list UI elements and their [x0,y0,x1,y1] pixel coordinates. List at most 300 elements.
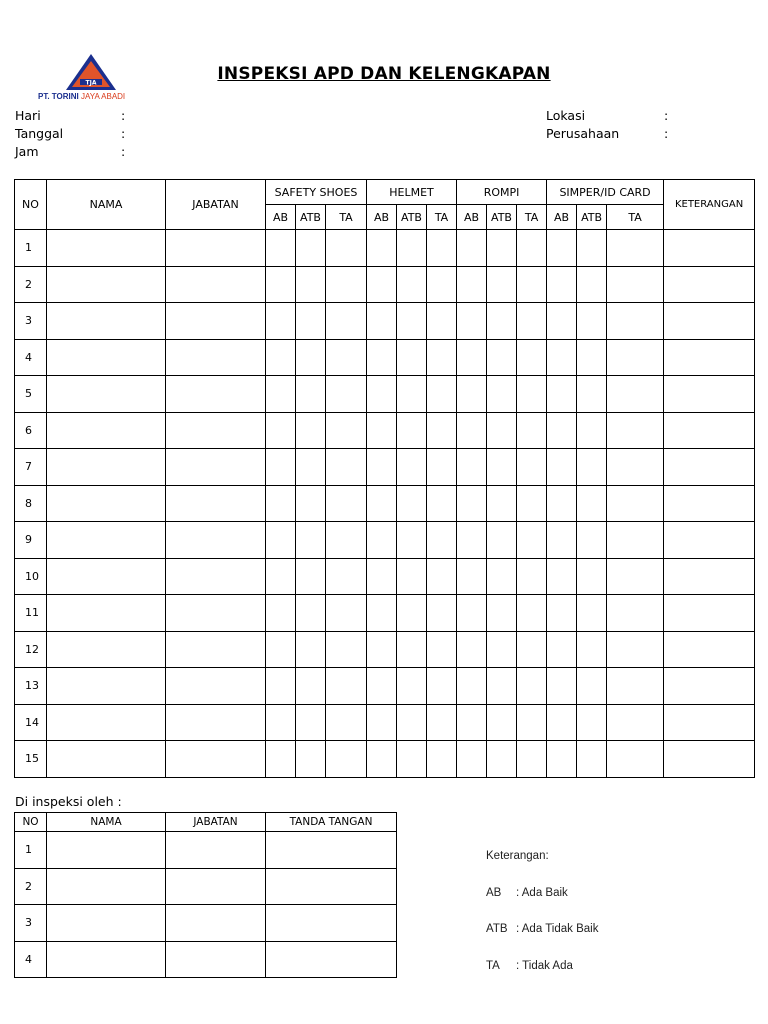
meta-row-tanggal [15,125,125,143]
table-cell[interactable] [547,704,577,741]
legend-text: : Tidak Ada [516,959,573,972]
table-cell[interactable] [664,704,755,741]
table-cell[interactable] [457,339,487,376]
signoff-cell[interactable] [266,905,397,942]
table-cell[interactable] [296,485,326,522]
header-nama: NAMA [47,180,166,230]
table-cell[interactable] [457,376,487,413]
table-cell[interactable] [367,230,397,267]
table-cell[interactable] [367,303,397,340]
table-cell[interactable] [266,631,296,668]
table-cell[interactable] [47,230,166,267]
table-cell[interactable] [367,376,397,413]
table-cell[interactable] [664,449,755,486]
table-cell[interactable] [457,741,487,778]
row-number: 1 [15,832,47,869]
table-cell[interactable] [547,230,577,267]
table-cell[interactable] [517,412,547,449]
signoff-cell[interactable] [166,868,266,905]
table-cell[interactable] [266,522,296,559]
table-cell[interactable] [166,485,266,522]
table-cell[interactable] [166,558,266,595]
table-cell[interactable] [457,230,487,267]
signoff-table [14,812,397,978]
table-cell[interactable] [487,449,517,486]
table-cell[interactable] [326,522,367,559]
table-cell[interactable] [664,668,755,705]
table-cell[interactable] [367,704,397,741]
table-cell[interactable] [517,668,547,705]
table-cell[interactable] [166,704,266,741]
table-cell[interactable] [166,522,266,559]
table-row [15,449,755,486]
company-name [38,92,125,101]
table-cell[interactable] [397,266,427,303]
table-cell[interactable] [577,522,607,559]
table-cell[interactable] [457,303,487,340]
table-cell[interactable] [517,376,547,413]
table-cell[interactable] [326,376,367,413]
meta-left [15,107,125,161]
table-row [15,558,755,595]
table-cell[interactable] [296,230,326,267]
table-cell[interactable] [397,522,427,559]
table-cell[interactable] [266,741,296,778]
table-cell[interactable] [607,668,664,705]
signoff-cell[interactable] [266,832,397,869]
table-row [15,668,755,705]
table-cell[interactable] [326,266,367,303]
table-cell[interactable] [607,704,664,741]
table-cell[interactable] [664,631,755,668]
table-cell[interactable] [547,266,577,303]
table-cell[interactable] [664,303,755,340]
table-row [15,631,755,668]
table-cell[interactable] [47,704,166,741]
table-cell[interactable] [397,412,427,449]
table-cell[interactable] [457,449,487,486]
table-cell[interactable] [517,303,547,340]
signoff-header-jabatan: JABATAN [166,813,266,832]
table-cell[interactable] [664,595,755,632]
subheader-ta: TA [607,205,664,230]
table-cell[interactable] [664,485,755,522]
header-group: SAFETY SHOES [266,180,367,205]
row-number: 4 [15,941,47,978]
signoff-cell[interactable] [166,905,266,942]
table-cell[interactable] [664,230,755,267]
table-cell[interactable] [607,449,664,486]
table-cell[interactable] [266,376,296,413]
table-cell[interactable] [427,595,457,632]
table-cell[interactable] [367,595,397,632]
header-no: NO [15,180,47,230]
table-cell[interactable] [427,522,457,559]
table-cell[interactable] [607,339,664,376]
table-cell[interactable] [47,303,166,340]
table-cell[interactable] [457,266,487,303]
table-cell[interactable] [517,485,547,522]
table-cell[interactable] [47,741,166,778]
table-cell[interactable] [397,558,427,595]
signoff-header-no: NO [15,813,47,832]
table-cell[interactable] [487,631,517,668]
row-number: 8 [15,485,47,522]
table-cell[interactable] [397,631,427,668]
table-cell[interactable] [427,741,457,778]
table-cell[interactable] [607,303,664,340]
subheader-ta: TA [326,205,367,230]
subheader-ab: AB [457,205,487,230]
table-cell[interactable] [607,376,664,413]
table-cell[interactable] [166,595,266,632]
signoff-cell[interactable] [47,941,166,978]
signoff-cell[interactable] [166,832,266,869]
table-cell[interactable] [427,485,457,522]
table-cell[interactable] [607,412,664,449]
legend-text: : Ada Tidak Baik [516,923,599,935]
table-cell[interactable] [266,485,296,522]
table-cell[interactable] [47,595,166,632]
table-cell[interactable] [367,339,397,376]
table-cell[interactable] [577,668,607,705]
table-cell[interactable] [577,704,607,741]
table-cell[interactable] [457,522,487,559]
table-cell[interactable] [664,741,755,778]
table-cell[interactable] [487,230,517,267]
table-cell[interactable] [166,631,266,668]
table-cell[interactable] [47,412,166,449]
table-cell[interactable] [427,558,457,595]
table-cell[interactable] [326,558,367,595]
table-cell[interactable] [296,704,326,741]
legend-item [486,887,598,924]
table-cell[interactable] [664,339,755,376]
signoff-cell[interactable] [47,905,166,942]
table-cell[interactable] [487,704,517,741]
table-cell[interactable] [47,485,166,522]
legend [486,850,598,996]
legend-key: AB [486,886,502,899]
table-cell[interactable] [296,668,326,705]
table-cell[interactable] [326,741,367,778]
table-cell[interactable] [577,376,607,413]
legend-key: ATB [486,923,508,935]
table-cell[interactable] [517,631,547,668]
table-cell[interactable] [326,412,367,449]
table-cell[interactable] [266,339,296,376]
table-cell[interactable] [577,485,607,522]
table-cell[interactable] [487,376,517,413]
table-cell[interactable] [664,558,755,595]
table-cell[interactable] [487,339,517,376]
table-cell[interactable] [607,741,664,778]
table-cell[interactable] [326,704,367,741]
table-cell[interactable] [397,595,427,632]
table-cell[interactable] [517,558,547,595]
table-cell[interactable] [266,595,296,632]
table-cell[interactable] [427,668,457,705]
table-cell[interactable] [47,668,166,705]
table-row [15,376,755,413]
table-cell[interactable] [664,522,755,559]
meta-right [546,107,668,143]
table-cell[interactable] [266,230,296,267]
table-cell[interactable] [427,266,457,303]
table-cell[interactable] [296,558,326,595]
table-cell[interactable] [367,485,397,522]
table-cell[interactable] [487,741,517,778]
table-cell[interactable] [517,230,547,267]
table-cell[interactable] [577,558,607,595]
meta-sep: : [121,108,126,123]
table-cell[interactable] [367,522,397,559]
table-cell[interactable] [427,376,457,413]
table-cell[interactable] [367,631,397,668]
signoff-cell[interactable] [47,832,166,869]
table-cell[interactable] [397,303,427,340]
table-cell[interactable] [577,412,607,449]
table-cell[interactable] [367,449,397,486]
table-cell[interactable] [296,631,326,668]
table-cell[interactable] [367,741,397,778]
table-cell[interactable] [47,449,166,486]
table-cell[interactable] [427,704,457,741]
table-cell[interactable] [296,595,326,632]
table-cell[interactable] [577,303,607,340]
table-cell[interactable] [547,741,577,778]
table-cell[interactable] [487,485,517,522]
table-cell[interactable] [517,704,547,741]
table-cell[interactable] [326,668,367,705]
table-cell[interactable] [487,303,517,340]
table-cell[interactable] [397,741,427,778]
table-cell[interactable] [397,704,427,741]
table-cell[interactable] [427,412,457,449]
table-cell[interactable] [266,412,296,449]
subheader-ab: AB [367,205,397,230]
table-cell[interactable] [607,595,664,632]
table-cell[interactable] [664,412,755,449]
table-cell[interactable] [487,668,517,705]
header-group: ROMPI [457,180,547,205]
table-cell[interactable] [577,230,607,267]
table-cell[interactable] [607,558,664,595]
table-cell[interactable] [547,522,577,559]
table-cell[interactable] [547,412,577,449]
table-cell[interactable] [487,266,517,303]
table-cell[interactable] [577,741,607,778]
signoff-header-ttd: TANDA TANGAN [266,813,397,832]
header-jabatan: JABATAN [166,180,266,230]
table-cell[interactable] [517,449,547,486]
table-cell[interactable] [266,704,296,741]
legend-item [486,923,598,960]
table-cell[interactable] [326,631,367,668]
table-cell[interactable] [487,412,517,449]
table-row [15,704,755,741]
table-cell[interactable] [427,449,457,486]
table-cell[interactable] [547,339,577,376]
table-cell[interactable] [266,266,296,303]
table-cell[interactable] [47,339,166,376]
table-row [15,412,755,449]
table-cell[interactable] [577,595,607,632]
table-cell[interactable] [577,339,607,376]
table-row [15,266,755,303]
table-cell[interactable] [326,230,367,267]
meta-sep: : [121,126,126,141]
table-cell[interactable] [166,412,266,449]
row-number: 15 [15,741,47,778]
table-cell[interactable] [487,522,517,559]
table-cell[interactable] [367,412,397,449]
meta-label: Hari [15,108,41,123]
table-cell[interactable] [457,412,487,449]
table-cell[interactable] [326,449,367,486]
table-cell[interactable] [326,595,367,632]
table-cell[interactable] [166,376,266,413]
table-cell[interactable] [397,230,427,267]
table-cell[interactable] [296,741,326,778]
table-cell[interactable] [166,339,266,376]
table-cell[interactable] [296,266,326,303]
table-cell[interactable] [397,668,427,705]
table-cell[interactable] [166,449,266,486]
subheader-ab: AB [266,205,296,230]
row-number: 13 [15,668,47,705]
signoff-cell[interactable] [166,941,266,978]
signoff-cell[interactable] [266,868,397,905]
table-cell[interactable] [517,339,547,376]
inspection-table [14,179,755,778]
table-cell[interactable] [457,485,487,522]
table-cell[interactable] [326,485,367,522]
table-cell[interactable] [296,376,326,413]
meta-label: Jam [15,144,39,159]
table-cell[interactable] [517,595,547,632]
table-cell[interactable] [457,595,487,632]
table-cell[interactable] [266,668,296,705]
table-cell[interactable] [166,230,266,267]
table-cell[interactable] [326,339,367,376]
row-number: 5 [15,376,47,413]
table-cell[interactable] [166,266,266,303]
table-cell[interactable] [427,230,457,267]
table-cell[interactable] [547,631,577,668]
table-cell[interactable] [607,522,664,559]
table-cell[interactable] [457,558,487,595]
table-cell[interactable] [547,449,577,486]
table-cell[interactable] [547,376,577,413]
table-cell[interactable] [577,266,607,303]
table-cell[interactable] [367,558,397,595]
table-cell[interactable] [326,303,367,340]
row-number: 3 [15,905,47,942]
table-cell[interactable] [577,631,607,668]
subheader-ab: AB [547,205,577,230]
signoff-cell[interactable] [266,941,397,978]
table-cell[interactable] [547,303,577,340]
table-row [15,303,755,340]
subheader-ta: TA [517,205,547,230]
table-cell[interactable] [397,449,427,486]
table-cell[interactable] [47,631,166,668]
subheader-atb: ATB [296,205,326,230]
table-cell[interactable] [517,266,547,303]
table-cell[interactable] [47,266,166,303]
table-cell[interactable] [517,522,547,559]
table-cell[interactable] [397,376,427,413]
table-cell[interactable] [397,485,427,522]
meta-row-lokasi [546,107,668,125]
table-cell[interactable] [296,522,326,559]
signoff-row [15,941,397,978]
header-group: SIMPER/ID CARD [547,180,664,205]
table-cell[interactable] [296,303,326,340]
table-cell[interactable] [547,668,577,705]
table-row [15,485,755,522]
table-cell[interactable] [547,485,577,522]
signoff-header-nama: NAMA [47,813,166,832]
row-number: 1 [15,230,47,267]
table-cell[interactable] [664,376,755,413]
table-cell[interactable] [487,558,517,595]
table-row [15,522,755,559]
table-cell[interactable] [427,631,457,668]
table-cell[interactable] [266,449,296,486]
table-cell[interactable] [166,668,266,705]
table-cell[interactable] [607,485,664,522]
table-cell[interactable] [367,668,397,705]
table-cell[interactable] [607,230,664,267]
table-cell[interactable] [266,303,296,340]
table-cell[interactable] [457,704,487,741]
table-cell[interactable] [296,412,326,449]
table-row [15,595,755,632]
table-cell[interactable] [607,631,664,668]
table-row [15,230,755,267]
table-cell[interactable] [296,449,326,486]
table-cell[interactable] [517,741,547,778]
row-number: 4 [15,339,47,376]
table-cell[interactable] [296,339,326,376]
table-cell[interactable] [427,339,457,376]
meta-sep: : [664,126,669,141]
table-cell[interactable] [664,266,755,303]
header-keterangan: KETERANGAN [664,180,755,230]
table-cell[interactable] [457,631,487,668]
table-cell[interactable] [397,339,427,376]
table-cell[interactable] [547,558,577,595]
table-cell[interactable] [547,595,577,632]
table-cell[interactable] [166,303,266,340]
table-cell[interactable] [487,595,517,632]
table-cell[interactable] [47,522,166,559]
table-cell[interactable] [47,376,166,413]
table-cell[interactable] [166,741,266,778]
meta-row-perusahaan [546,125,668,143]
table-cell[interactable] [577,449,607,486]
table-cell[interactable] [427,303,457,340]
table-cell[interactable] [47,558,166,595]
table-cell[interactable] [367,266,397,303]
signoff-cell[interactable] [47,868,166,905]
row-number: 2 [15,868,47,905]
table-cell[interactable] [607,266,664,303]
table-cell[interactable] [266,558,296,595]
table-cell[interactable] [457,668,487,705]
